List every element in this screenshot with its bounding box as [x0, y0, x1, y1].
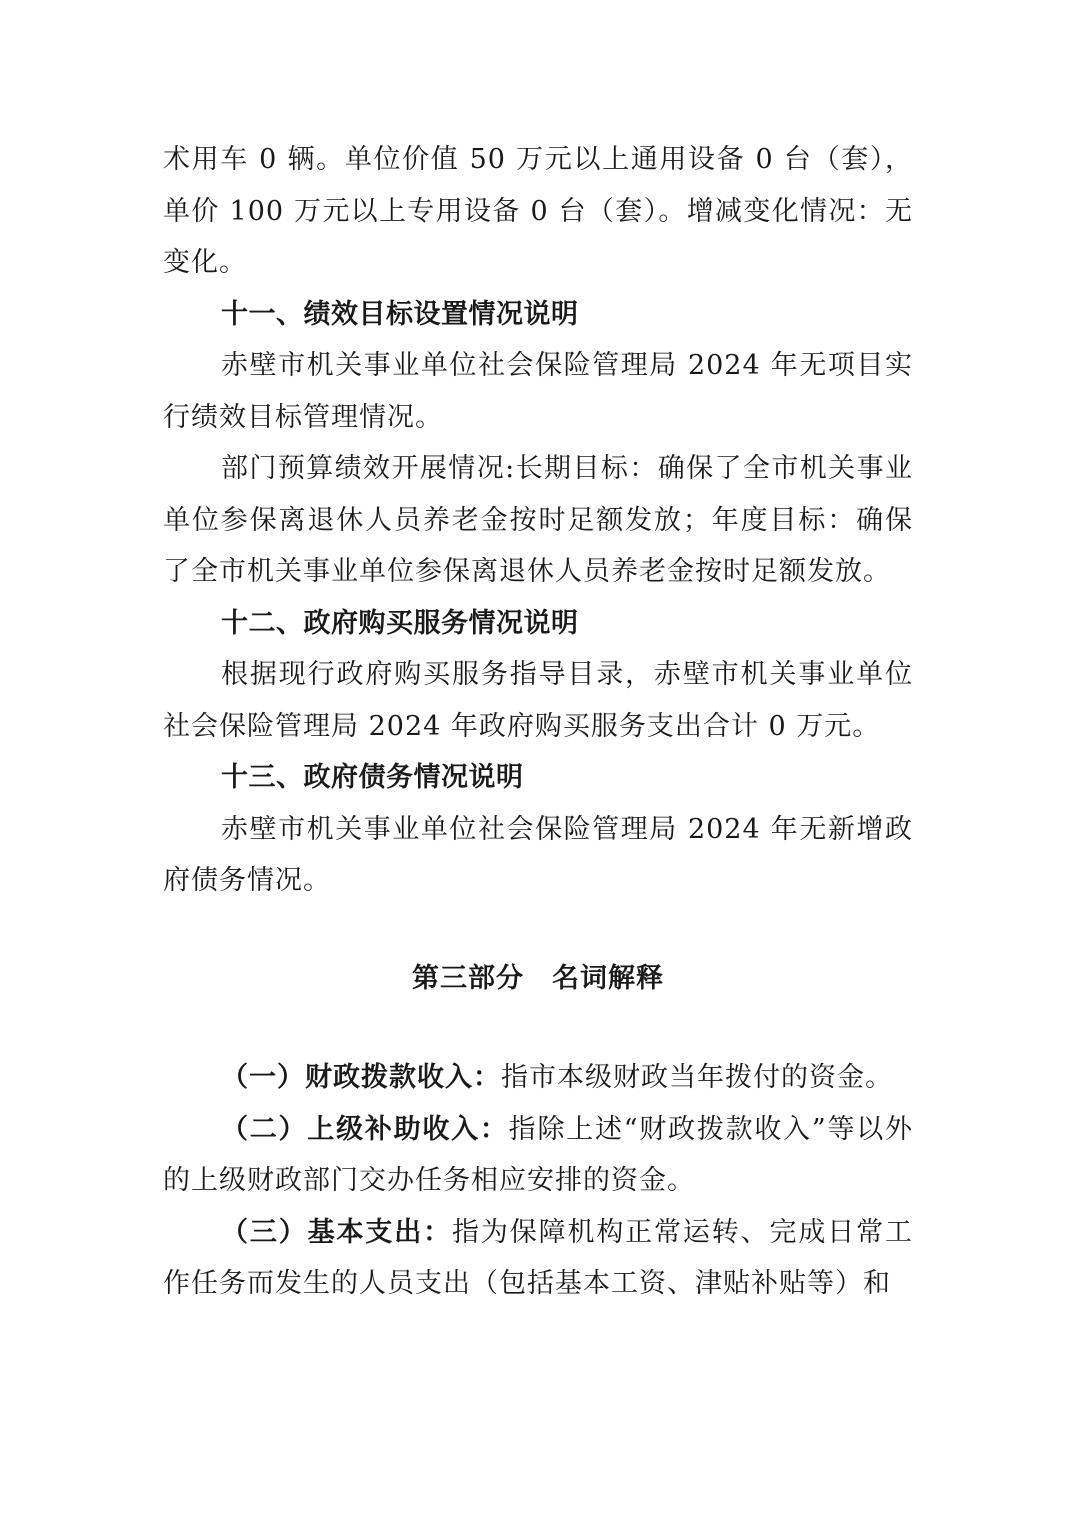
term-label-3: （三）基本支出：	[221, 1216, 452, 1248]
paragraph-performance-projects: 赤壁市机关事业单位社会保险管理局 2024 年无项目实行绩效目标管理情况。	[163, 350, 913, 433]
term-label-1: （一）财政拨款收入：	[221, 1062, 501, 1093]
page-content	[163, 134, 913, 1310]
heading-section-12: 十二、政府购买服务情况说明	[221, 607, 579, 639]
term-item-3	[163, 1207, 913, 1310]
term-item-2	[163, 1104, 913, 1207]
paragraph-performance-goals: 部门预算绩效开展情况:长期目标：确保了全市机关事业单位参保离退休人员养老金按时足额发放；年度目标：确保了全市机关事业单位参保离退休人员养老金按时足额发放。	[163, 453, 913, 587]
heading-section-13: 十三、政府债务情况说明	[221, 762, 524, 793]
paragraph-vehicles-equipment: 术用车 0 辆。单位价值 50 万元以上通用设备 0 台（套），单价 100 万元以上专用设备 0 台（套）。增减变化情况：无变化。	[163, 144, 913, 278]
term-label-2: （二）上级补助收入：	[221, 1113, 509, 1145]
paragraph-government-debt: 赤壁市机关事业单位社会保险管理局 2024 年无新增政府债务情况。	[163, 813, 913, 896]
term-item-1	[163, 1052, 913, 1104]
term-definition-3: 指为保障机构正常运转、完成日常工作任务而发生的人员支出（包括基本工资、津贴补贴等）和	[163, 1216, 914, 1299]
term-definition-1: 指市本级财政当年拨付的资金。	[501, 1062, 893, 1093]
heading-section-11: 十一、绩效目标设置情况说明	[221, 298, 579, 330]
part-three-title: 第三部分 名词解释	[412, 962, 664, 994]
paragraph-purchase-services: 根据现行政府购买服务指导目录，赤壁市机关事业单位社会保险管理局 2024 年政府购买服务支出合计 0 万元。	[163, 659, 913, 742]
term-definition-2: 指除上述“财政拨款收入”等以外的上级财政部门交办任务相应安排的资金。	[163, 1113, 914, 1196]
